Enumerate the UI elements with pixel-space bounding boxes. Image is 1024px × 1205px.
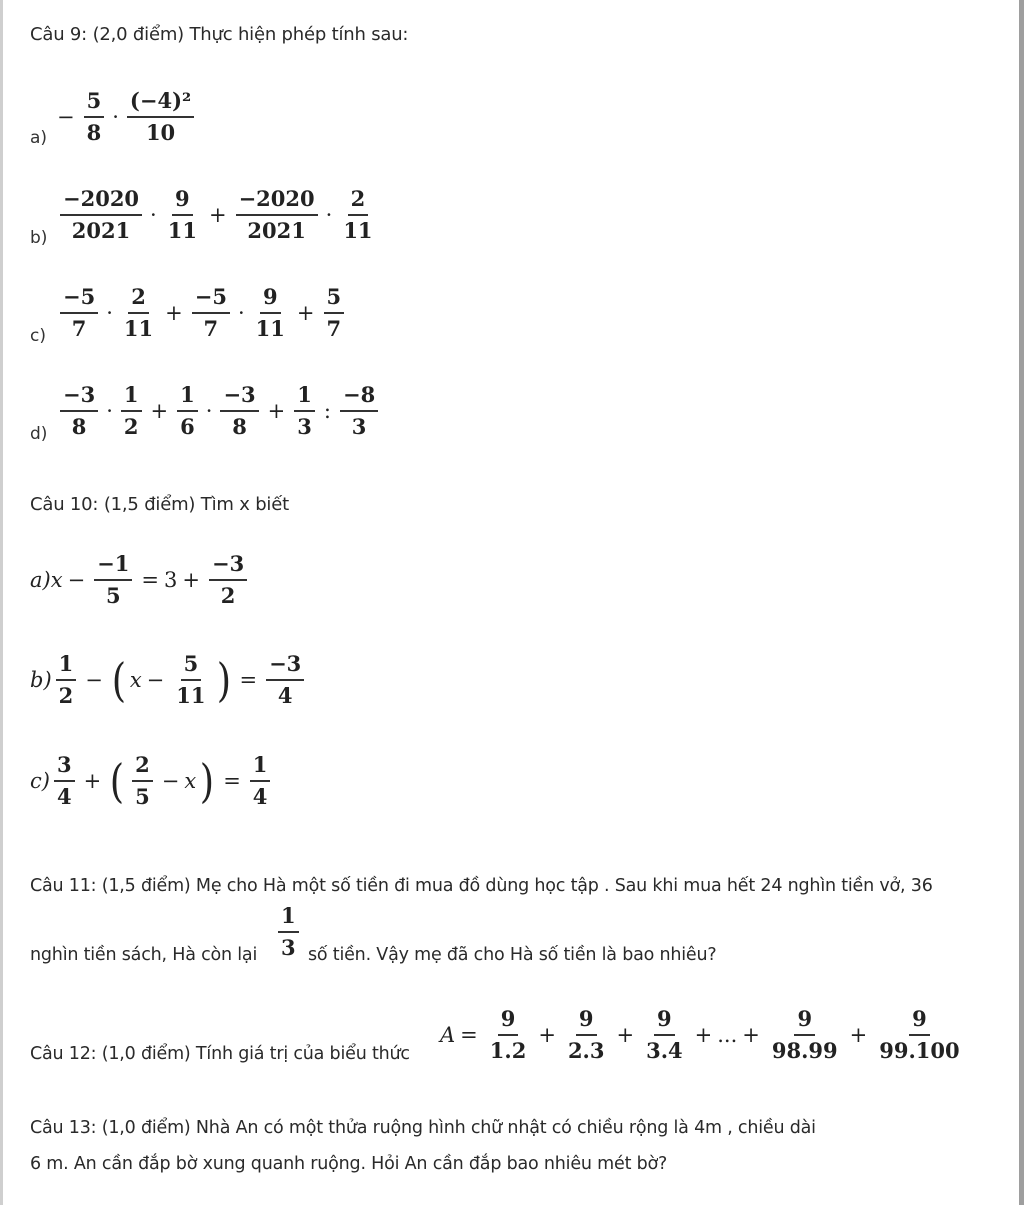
fraction (278, 905, 299, 959)
math-symbol: + (182, 568, 200, 593)
numerator: 5 (324, 286, 345, 314)
fraction (132, 754, 153, 808)
numerator: 2 (128, 286, 149, 314)
numerator: 9 (172, 188, 193, 216)
numerator: (−4)² (127, 90, 194, 118)
q10-heading: Câu 10: (1,5 điểm) Tìm x biết (30, 494, 289, 515)
fraction (294, 384, 315, 438)
q9d-expression (56, 384, 382, 438)
denominator: 2 (123, 414, 139, 440)
fraction (220, 384, 258, 438)
math-symbol: + (849, 1023, 868, 1048)
denominator: 6 (180, 414, 195, 440)
fraction (56, 653, 77, 707)
q13-line2: 6 m. An cần đắp bờ xung quanh ruộng. Hỏi An cần đắp bao nhiêu mét bờ? (30, 1154, 668, 1174)
numerator: 9 (576, 1008, 597, 1036)
denominator: 7 (71, 316, 87, 342)
fraction (324, 286, 345, 340)
math-symbol: · (150, 203, 157, 228)
numerator: 1 (56, 653, 77, 681)
q13-line1: Câu 13: (1,0 điểm) Nhà An có một thửa ruộng hình chữ nhật có chiều rộng là 4m , chiều dài (30, 1118, 816, 1138)
math-symbol: b) (30, 668, 52, 693)
fraction (127, 90, 194, 144)
denominator: 8 (232, 414, 247, 440)
fraction (94, 553, 132, 607)
q10b-expression (30, 653, 308, 707)
q9d-label: d) (30, 424, 48, 444)
math-symbol: a) (30, 568, 51, 593)
math-symbol: · (325, 203, 333, 228)
fraction (266, 653, 304, 707)
q10a-expression (30, 553, 251, 607)
math-symbol: + (165, 301, 183, 326)
q11-line2-pre: nghìn tiền sách, Hà còn lại (30, 945, 258, 965)
q9c-label: c) (30, 326, 46, 346)
q9a-expression (52, 90, 198, 144)
fraction (121, 286, 156, 340)
q12-expression (440, 1008, 967, 1062)
fraction (60, 384, 98, 438)
denominator: 11 (123, 316, 154, 342)
denominator: 4 (252, 784, 268, 810)
denominator: 5 (105, 583, 121, 609)
q11-fraction (278, 905, 299, 959)
q9-heading: Câu 9: (2,0 điểm) Thực hiện phép tính sau: (30, 24, 409, 45)
numerator: −3 (266, 653, 304, 681)
fraction (876, 1008, 962, 1062)
fraction (60, 286, 98, 340)
fraction (54, 754, 75, 808)
math-symbol: − (146, 668, 165, 693)
math-symbol: + (616, 1023, 635, 1048)
math-symbol: ... (717, 1023, 738, 1048)
math-symbol: x (50, 568, 63, 593)
numerator: 3 (54, 754, 75, 782)
numerator: −1 (94, 553, 132, 581)
math-symbol: c) (30, 769, 50, 794)
numerator: 5 (84, 90, 105, 118)
math-symbol: · (106, 399, 113, 424)
numerator: 9 (654, 1008, 675, 1036)
math-symbol: · (237, 301, 245, 326)
math-symbol: + (296, 301, 315, 326)
math-symbol: − (161, 769, 180, 794)
denominator: 2021 (71, 218, 131, 244)
numerator: −3 (220, 384, 258, 412)
fraction (250, 754, 271, 808)
math-symbol: · (205, 399, 213, 424)
math-symbol: + (83, 769, 102, 794)
fraction (60, 188, 142, 242)
fraction (487, 1008, 530, 1062)
math-symbol: · (112, 105, 119, 130)
numerator: −5 (192, 286, 230, 314)
denominator: 10 (145, 120, 176, 146)
denominator: 3 (281, 935, 296, 961)
denominator: 11 (176, 683, 206, 709)
denominator: 2 (58, 683, 74, 709)
denominator: 3.4 (646, 1038, 683, 1064)
denominator: 4 (56, 784, 72, 810)
denominator: 1.2 (489, 1038, 527, 1064)
denominator: 3 (297, 414, 312, 440)
frame-left-edge (0, 0, 3, 1205)
math-symbol: x (184, 769, 197, 794)
denominator: 11 (167, 218, 197, 244)
fraction (340, 384, 378, 438)
parenthesis: ) (200, 754, 215, 809)
minus-sign: − (57, 105, 75, 130)
fraction (643, 1008, 686, 1062)
numerator: 9 (909, 1008, 930, 1036)
math-symbol: = (460, 1023, 478, 1048)
numerator: −8 (340, 384, 378, 412)
fraction (177, 384, 198, 438)
numerator: 2 (348, 188, 369, 216)
math-symbol: = (141, 568, 159, 593)
q12-text: Câu 12: (1,0 điểm) Tính giá trị của biểu thức (30, 1044, 410, 1064)
denominator: 2 (220, 583, 236, 609)
numerator: 1 (121, 384, 142, 412)
numerator: −5 (60, 286, 98, 314)
math-symbol: + (742, 1023, 760, 1048)
denominator: 4 (277, 683, 293, 709)
math-symbol: + (208, 203, 227, 228)
denominator: 2021 (247, 218, 306, 244)
numerator: 2 (132, 754, 153, 782)
denominator: 3 (351, 414, 367, 440)
math-symbol: − (85, 668, 103, 693)
fraction (84, 90, 105, 144)
fraction (236, 188, 318, 242)
frame-right-edge (1019, 0, 1024, 1205)
denominator: 8 (71, 414, 87, 440)
q9b-label: b) (30, 228, 48, 248)
parenthesis: ( (109, 754, 125, 809)
parenthesis: ( (111, 653, 127, 708)
denominator: 5 (135, 784, 150, 810)
q11-line1: Câu 11: (1,5 điểm) Mẹ cho Hà một số tiền đi mua đồ dùng học tập . Sau khi mua hết 24 nghìn tiền vở, 36 (30, 876, 933, 896)
math-symbol: + (267, 399, 286, 424)
q11-line2-post: số tiền. Vậy mẹ đã cho Hà số tiền là bao nhiêu? (308, 945, 717, 965)
numerator: 1 (250, 754, 271, 782)
fraction (340, 188, 375, 242)
math-symbol: · (106, 301, 113, 326)
denominator: 99.100 (879, 1038, 960, 1064)
math-symbol: + (694, 1023, 713, 1048)
fraction (565, 1008, 608, 1062)
numerator: −2020 (60, 188, 142, 216)
q9b-expression (56, 188, 380, 242)
fraction (165, 188, 200, 242)
fraction (769, 1008, 841, 1062)
numerator: −3 (60, 384, 98, 412)
numerator: 9 (260, 286, 281, 314)
numerator: −2020 (236, 188, 318, 216)
fraction (253, 286, 288, 340)
q9a-label: a) (30, 128, 48, 148)
numerator: 1 (278, 905, 299, 933)
math-symbol: + (538, 1023, 556, 1048)
math-symbol: 3 (164, 568, 178, 593)
q9c-expression (56, 286, 348, 340)
math-symbol: + (150, 399, 169, 424)
denominator: 8 (86, 120, 102, 146)
numerator: 1 (294, 384, 315, 412)
fraction (192, 286, 230, 340)
math-symbol: = (223, 769, 241, 794)
denominator: 7 (203, 316, 219, 342)
math-symbol: − (67, 568, 86, 593)
denominator: 11 (255, 316, 285, 342)
math-symbol: A (440, 1023, 456, 1048)
fraction (121, 384, 142, 438)
parenthesis: ) (216, 653, 231, 708)
denominator: 7 (326, 316, 342, 342)
fraction (173, 653, 208, 707)
denominator: 98.99 (771, 1038, 838, 1064)
numerator: 9 (498, 1008, 519, 1036)
fraction (209, 553, 247, 607)
q10c-expression (30, 754, 274, 808)
numerator: −3 (209, 553, 247, 581)
math-symbol: : (323, 399, 331, 424)
math-symbol: = (239, 668, 258, 693)
numerator: 9 (794, 1008, 815, 1036)
denominator: 2.3 (567, 1038, 605, 1064)
numerator: 1 (177, 384, 198, 412)
math-symbol: x (129, 668, 142, 693)
denominator: 11 (343, 218, 373, 244)
numerator: 5 (181, 653, 202, 681)
